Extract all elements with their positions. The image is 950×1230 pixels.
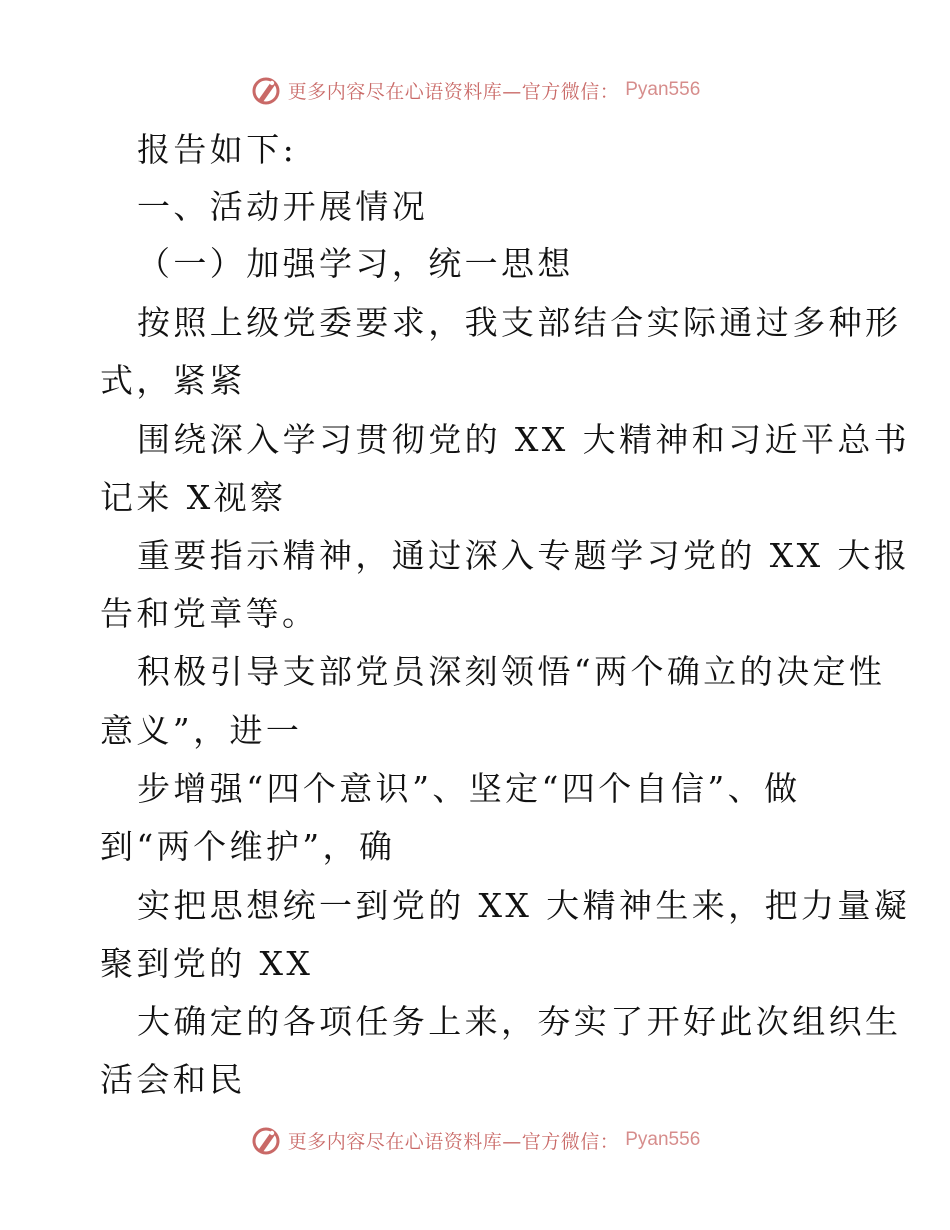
text-line: 积极引导支部党员深刻领悟“两个确立的决定性 xyxy=(137,652,886,691)
watermark-wechat-id: Pyan556 xyxy=(625,1129,701,1150)
text-line: 实把思想统一到党的 XX 大精神生来，把力量凝 xyxy=(137,886,911,925)
text-line: 记来 X视察 xyxy=(100,478,287,517)
text-line: 大确定的各项任务上来，夯实了开好此次组织生 xyxy=(137,1002,902,1041)
watermark-wechat-id: Pyan556 xyxy=(625,79,701,100)
pen-logo-icon xyxy=(250,1124,282,1156)
subsection-heading: （一）加强学习，统一思想 xyxy=(137,244,574,283)
text-line: 式，紧紧 xyxy=(100,361,246,400)
watermark-text: 更多内容尽在心语资料库—官方微信： xyxy=(287,1130,620,1153)
text-line: 围绕深入学习贯彻党的 XX 大精神和习近平总书 xyxy=(137,420,911,459)
text-line: 重要指示精神，通过深入专题学习党的 XX 大报 xyxy=(137,536,911,575)
text-line: 到“两个维护”，确 xyxy=(100,827,396,866)
text-line: 聚到党的 XX xyxy=(100,944,314,983)
watermark-text: 更多内容尽在心语资料库—官方微信： xyxy=(287,80,620,103)
text-line: 告和党章等。 xyxy=(100,594,319,633)
text-line: 意义”，进一 xyxy=(100,711,303,750)
text-line: 步增强“四个意识”、坚定“四个自信”、做 xyxy=(137,769,801,808)
text-line: 按照上级党委要求，我支部结合实际通过多种形 xyxy=(137,303,902,342)
text-line: 活会和民 xyxy=(100,1060,246,1099)
text-line: 报告如下: xyxy=(137,130,298,169)
footer-watermark xyxy=(0,1120,950,1160)
section-heading: 一、活动开展情况 xyxy=(137,187,429,226)
